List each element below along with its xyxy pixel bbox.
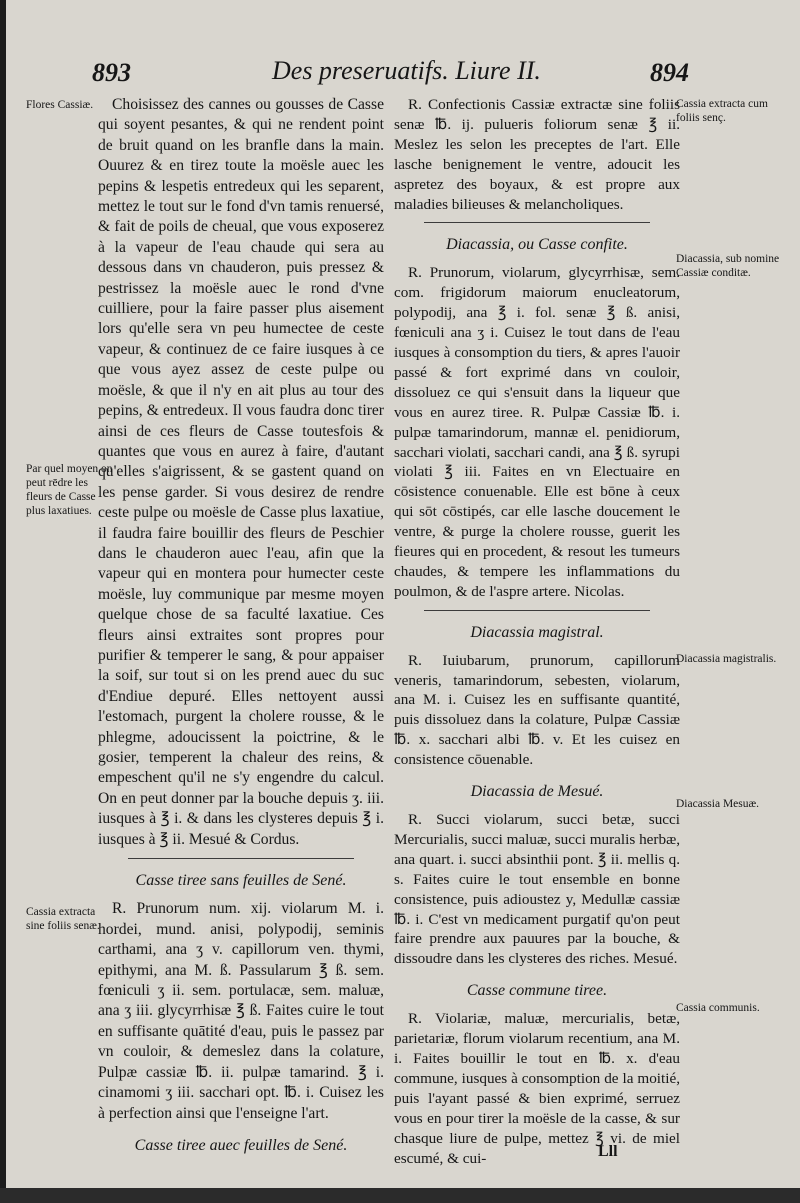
margin-note-right-3: Diacassia magistralis. (676, 653, 777, 665)
section-heading: Diacassia, ou Casse confite. (446, 236, 628, 254)
margin-note-left-2: Par quel moyen on peut rēdre les fleurs de Casse plus laxatiues. (26, 463, 113, 517)
section-divider (424, 222, 650, 223)
margin-note-right-2: Diacassia, sub nomine Cassiæ conditæ. (676, 253, 780, 279)
right-paragraph-2: R. Prunorum, violarum, glycyrrhisæ, sem. com. frigidorum maiorum enucleatorum, polypodij, ana ℥ i. fol. senæ ℥ ß. anisi, fœniculi ana ʒ i. Cuisez le tout dans de l'eau iusques à consomption du tiers, & apres l'auoir passé & fort exprimé dans vn couloir, dissoluez ce qui s'ensuit dans la liqueur que vous en aurez tiree. R. Pulpæ Cassiæ ℔. i. pulpæ tamarindorum, mannæ el. penidiorum, sacchari violati, sacchari candi, ana ℥ ß. syrupi violati ℥ iii. Faites en vn Electuaire en cōsistence conuenable. Elle est bōne à ceux qui sōt cōstipés, car elle lasche doucement le ventre, & purge la cholere rousse, guerit les fieures qui en procedent, & resout les tumeurs chaudes, & tempere les inflammations du poulmon, & de l'aspre artere. Nicolas. (394, 264, 680, 600)
right-paragraph-1: R. Confectionis Cassiæ extractæ sine foliis senæ ℔. ij. pulueris foliorum senæ ℥ ii. Meslez les selon les preceptes de l'art. Elle lasche benignement le ventre, adoucit les aspretez des boyaux, & est propre aux maladies bilieuses & melancholiques. (394, 96, 680, 213)
left-paragraph-1: Choisissez des cannes ou gousses de Casse qui soyent pesantes, & qui ne rendent point de bruit quand on les branfle dans la main. Ouurez & en tirez toute la moësle auec les pepins & lespetis entredeux qui les separent, mettez le tout sur le fond d'vn tamis renuersé, & fait de poils de cheual, que vous exposerez à la vapeur de l'eau chaude qui sera au dessous dans vn chauderon, puis pressez & pestrissez la moësle auec le rond d'vne cuilliere, pour la faire passer plus aisement lors qu'elle sera vn peu humectee de ceste vapeur, & continuez de ce faire iusques à ce que vous ayez assez de ceste pulpe ou moësle, & que il n'y en ait plus au tour des pepins, & entredeux. Il vous faudra donc tirer ainsi de ces fleurs de Casse toutesfois & quantes que vous en aurez à faire, d'autant qu'elles s'aigrissent, & se gastent quand on les pense garder. Si vous desirez de rendre ceste pulpe ou moësle de Casse plus laxatiue, il faudra faire bouillir des fleurs de Peschier dans le chauderon auec l'eau, afin que la vapeur qui en montera pour humecter ceste moësle, luy communique par mesme moyen quelque chose de sa faculté laxatiue. Ces fleurs ainsi extraites sont propres pour purifier & temperer le sang, & pour appaiser la soif, sur tout si on les prend auec du suc d'Endiue depuré. Elles nettoyent aussi l'estomach, purgent la cholere rousse, & le phlegme, adoucissent la poictrine, & le gosier, temperent la chaleur des reins, & empeschent qu'il ne s'y engendre du calcul. On en peut donner par la bouche depuis ʒ. iii. iusques à ℥ i. & dans les clysteres depuis ℥ i. iusques à ℥ ii. Mesué & Cordus. (98, 96, 384, 848)
section-heading: Casse tiree sans feuilles de Sené. (135, 872, 347, 890)
margin-note-left-1: Flores Cassiæ. (26, 99, 94, 111)
margin-note-right-5: Cassia communis. (676, 1002, 760, 1014)
right-paragraph-4: R. Succi violarum, succi betæ, succi Mercurialis, succi maluæ, succi muralis herbæ, ana quart. i. succi absinthii pont. ℥ ii. mellis q. s. Faites cuire le tout ensemble en bonne consistence, puis adioustez y, Medullæ cassiæ ℔. i. C'est vn medicament purgatif qu'on peut faire prendre aux pauures par la bouche, & dissoudre dans les clysteres des riches. Mesué. (394, 811, 680, 968)
signature-mark: Lll (598, 1143, 618, 1160)
page-bottom-shadow (0, 1188, 800, 1203)
right-paragraph-3: R. Iuiubarum, prunorum, capillorum veneris, tamarindorum, sebesten, violarum, ana M. i. Cuisez les en suffisante quantité, puis dissoluez dans la colature, Pulpæ Cassiæ ℔. x. sacchari albi ℔. v. Et les cuisez en consistence cōuenable. (394, 651, 680, 769)
section-divider (128, 858, 354, 859)
margin-note-right-1: Cassia extracta cum foliis senç. (676, 98, 768, 124)
margin-note-right-4: Diacassia Mesuæ. (676, 798, 760, 810)
running-title: Des preseruatifs. Liure II. (272, 56, 541, 85)
section-heading: Casse commune tiree. (466, 982, 608, 1000)
section-divider (424, 610, 650, 611)
page-number-left: 893 (92, 58, 131, 87)
margin-note-left-3: Cassia extracta sine foliis senæ. (26, 906, 100, 932)
left-text-column (98, 95, 384, 1164)
section-heading: Casse tiree auec feuilles de Sené. (134, 1136, 348, 1154)
page-number-right: 894 (650, 58, 689, 87)
right-paragraph-5: R. Violariæ, maluæ, mercurialis, betæ, parietariæ, florum violarum recentium, ana M. i. Faites bouillir le tout en ℔. x. d'eau commune, iusques à consomption de la moitié, puis l'ayant passé & bien exprimé, serruez vous en pour tirer la moësle de la casse, & sur chasque liure de pulpe, mettez ℥ vi. de miel escumé, & cui- (394, 1010, 680, 1167)
section-heading: Diacassia magistral. (470, 623, 604, 641)
page-header (0, 52, 800, 92)
left-paragraph-2: R. Prunorum num. xij. violarum M. i. hordei, mund. anisi, polypodij, seminis carthami, ana ʒ v. capillorum ven. thymi, epithymi, ana M. ß. Passularum ℥ ß. sem. fœniculi ʒ ii. sem. portulacæ, sem. maluæ, ana ʒ iii. glycyrrhisæ ℥ ß. Faites cuire le tout en suffisante quātité d'eau, puis le passez par vn couloir, & demeslez dans la colature, Pulpæ cassiæ ℔. ii. pulpæ tamarind. ℥ i. cinamomi ʒ iii. sacchari opt. ℔. i. Cuisez les à perfection ainsi que l'enseigne l'art. (98, 900, 384, 1122)
right-text-column (394, 95, 680, 1170)
page-edge-shadow (0, 0, 6, 1203)
section-heading: Diacassia de Mesué. (470, 783, 604, 801)
